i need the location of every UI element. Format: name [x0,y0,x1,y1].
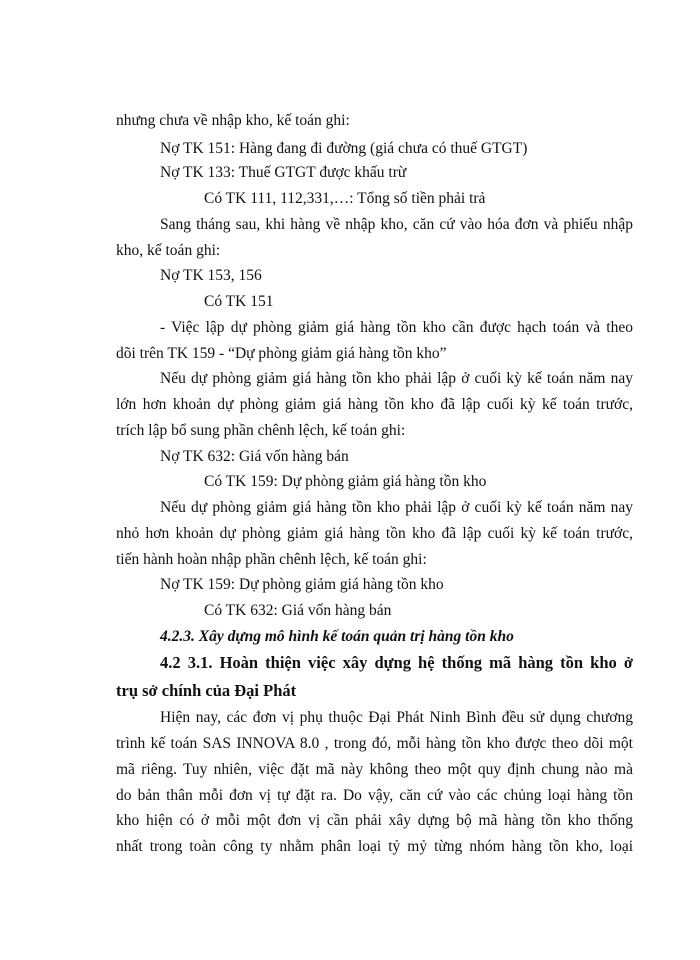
text-line: nhất trong toàn công ty nhằm phân loại tỷ mỷ từng nhóm hàng tồn kho, loại [116,838,633,855]
text-line: Có TK 111, 112,331,…: Tổng số tiền phải trả [204,190,486,207]
section-heading: 4.2.3. Xây dựng mô hình kế toán quản trị hàng tồn kho [160,628,514,645]
text-line: lớn hơn khoản dự phòng giảm giá hàng tồn kho đã lập cuối kỳ kế toán trước, [116,396,633,413]
text-line: mã riêng. Tuy nhiên, việc đặt mã này không theo một quy định chung nào mà [116,761,633,778]
text-line: Nếu dự phòng giảm giá hàng tồn kho phải lập ở cuối kỳ kế toán năm nay [160,499,633,516]
text-line: kho, kế toán ghi: [116,242,221,259]
text-line: Sang tháng sau, khi hàng về nhập kho, căn cứ vào hóa đơn và phiếu nhập [160,216,633,233]
text-line: tiến hành hoàn nhập phần chênh lệch, kế toán ghi: [116,551,427,568]
text-line: do bản thân mỗi đơn vị tự đặt ra. Do vậy, căn cứ vào các chủng loại hàng tồn [116,787,633,804]
text-line: Có TK 159: Dự phòng giảm giá hàng tồn kho [204,473,487,490]
text-line: Có TK 632: Giá vốn hàng bán [204,602,392,619]
text-line: Nợ TK 151: Hàng đang đi đường (giá chưa có thuế GTGT) [160,140,528,157]
text-line: Nợ TK 153, 156 [160,267,262,284]
subsection-heading: trụ sở chính của Đại Phát [116,681,297,700]
text-line: Có TK 151 [204,293,274,310]
text-line: - Việc lập dự phòng giảm giá hàng tồn kho cần được hạch toán và theo [160,319,633,336]
text-line: trình kế toán SAS INNOVA 8.0 , trong đó, mỗi hàng tồn kho được theo dõi một [116,735,633,752]
text-line: nhỏ hơn khoản dự phòng giảm giá hàng tồn kho đã lập cuối kỳ kế toán trước, [116,525,633,542]
text-line: kho hiện có ở mỗi một đơn vị cần phải xây dựng bộ mã hàng tồn kho thống [116,812,633,829]
text-line: Nếu dự phòng giảm giá hàng tồn kho phải lập ở cuối kỳ kế toán năm nay [160,370,633,387]
text-line: Hiện nay, các đơn vị phụ thuộc Đại Phát Ninh Bình đều sử dụng chương [160,709,633,726]
text-line: Nợ TK 159: Dự phòng giảm giá hàng tồn kho [160,576,444,593]
text-line: Nợ TK 133: Thuế GTGT được khấu trừ [160,164,407,181]
subsection-heading: 4.2 3.1. Hoàn thiện việc xây dựng hệ thống mã hàng tồn kho ở [160,653,633,672]
text-line: Nợ TK 632: Giá vốn hàng bán [160,448,349,465]
text-line: dõi trên TK 159 - “Dự phòng giảm giá hàng tồn kho” [116,345,447,362]
text-line: trích lập bổ sung phần chênh lệch, kế toán ghi: [116,422,406,439]
text-line: nhưng chưa về nhập kho, kế toán ghi: [116,112,350,129]
